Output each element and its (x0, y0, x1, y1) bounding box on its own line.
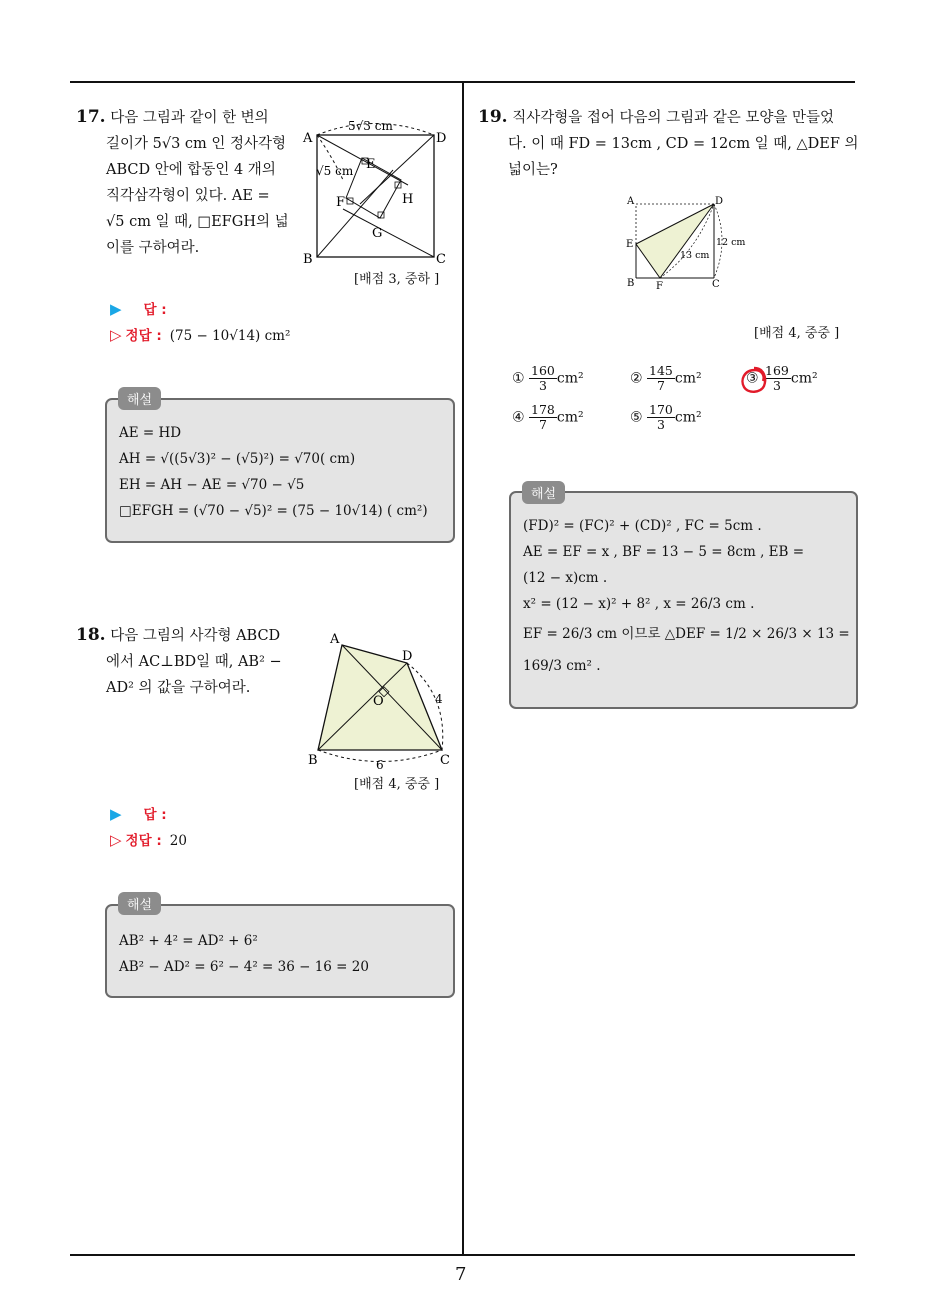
q19-label-e: E (626, 239, 634, 250)
q17-line: 다음 그림과 같이 한 변의 (110, 110, 269, 126)
choice-1-mark: ① (512, 370, 525, 387)
q18-correct-value: 20 (169, 833, 187, 849)
q19-choice-1[interactable] (512, 364, 584, 393)
choice-4-num: 178 (531, 402, 555, 417)
q17-label-b: B (303, 252, 313, 267)
choice-1-unit: cm² (556, 370, 584, 387)
q17-answer (110, 298, 167, 318)
q17-label-c: C (436, 252, 446, 267)
q19-label-c: C (712, 279, 720, 290)
choice-2-num: 145 (649, 363, 673, 378)
q17-ae-label: √5 cm (316, 164, 354, 178)
q17-line: 직각삼각형이 있다. AE = (106, 188, 270, 204)
choice-3-num: 169 (765, 363, 789, 378)
q19-solution-tag: 해설 (522, 481, 565, 504)
q19-fd-label: 13 cm (680, 250, 710, 261)
q17-label-e: E (366, 157, 376, 172)
outline-triangle-icon: ▷ (110, 831, 122, 849)
choice-4-mark: ④ (512, 409, 525, 426)
choice-5-den: 3 (656, 417, 665, 432)
q19-choice-4[interactable] (512, 403, 584, 432)
q17-solution-tag: 해설 (118, 387, 161, 410)
q19-label-b: B (627, 278, 635, 289)
choice-3-unit: cm² (790, 370, 818, 387)
q18-text (76, 622, 296, 701)
play-icon: ▶ (110, 805, 122, 823)
q19-number: 19. (478, 107, 508, 127)
q19-cd-label: 12 cm (716, 237, 746, 248)
choice-1-fraction (529, 364, 557, 393)
q19-solution-line: 169/3 cm² . (523, 658, 601, 674)
q17-solution-box (105, 398, 455, 543)
page-number: 7 (455, 1264, 467, 1285)
outline-triangle-icon: ▷ (110, 326, 122, 344)
q19-label-f: F (656, 281, 663, 292)
q18-label-d: D (402, 649, 413, 664)
play-icon: ▶ (110, 300, 122, 318)
q18-figure (300, 625, 460, 773)
q17-solution-line: EH = AH − AE = √70 − √5 (119, 477, 305, 493)
q18-score: [배점 4, 중중 ] (354, 777, 440, 792)
q17-label-a: A (303, 131, 313, 146)
q19-solution-line: EF = 26/3 cm 이므로 △DEF = 1/2 × 26/3 × 13 = (523, 626, 850, 642)
q19-line: 다. 이 때 FD = 13cm , CD = 12cm 일 때, △DEF 의 (508, 136, 859, 152)
choice-3-mark: ③ (746, 370, 759, 387)
q17-number: 17. (76, 107, 106, 127)
q19-figure (620, 190, 750, 295)
q18-answer (110, 803, 167, 823)
q18-correct-label: 정답 : (125, 833, 162, 849)
choice-2-den: 7 (656, 378, 665, 393)
choice-5-fraction (647, 403, 675, 432)
q17-solution-line: □EFGH = (√70 − √5)² = (75 − 10√14) ( cm²) (119, 503, 428, 519)
q18-cd-label: 4 (435, 692, 443, 706)
q18-solution-line: AB² + 4² = AD² + 6² (119, 933, 258, 949)
q17-line: ABCD 안에 합동인 4 개의 (106, 162, 276, 178)
q17-correct (110, 324, 290, 344)
choice-2-mark: ② (630, 370, 643, 387)
choice-2-fraction (647, 364, 675, 393)
q17-line: √5 cm 일 때, □EFGH의 넓 (106, 214, 289, 230)
choice-1-num: 160 (531, 363, 555, 378)
q18-bc-label: 6 (376, 758, 384, 772)
q19-solution-line: (12 − x)cm . (523, 570, 608, 586)
q17-correct-label: 정답 : (125, 328, 162, 344)
q18-answer-label: 답 : (143, 807, 167, 823)
choice-5-num: 170 (649, 402, 673, 417)
q19-line: 직사각형을 접어 다음의 그림과 같은 모양을 만들었 (512, 110, 834, 126)
q17-label-g: G (372, 226, 383, 241)
q17-solution-line: AE = HD (119, 425, 182, 441)
choice-4-unit: cm² (556, 409, 584, 426)
bottom-rule (70, 1254, 855, 1256)
q19-choice-2[interactable] (630, 364, 702, 393)
q17-label-f: F (336, 195, 346, 210)
q17-line: 이를 구하여라. (106, 240, 200, 256)
column-divider (462, 83, 464, 1255)
choice-3-den: 3 (772, 378, 781, 393)
q19-score: [배점 4, 중중 ] (754, 326, 840, 341)
q18-label-a: A (330, 632, 340, 647)
q18-label-o: O (373, 694, 384, 709)
q19-choice-5[interactable] (630, 403, 702, 432)
choice-4-den: 7 (538, 417, 547, 432)
q18-number: 18. (76, 625, 106, 645)
choice-4-fraction (529, 403, 557, 432)
q18-solution-line: AB² − AD² = 6² − 4² = 36 − 16 = 20 (119, 959, 369, 975)
choice-1-den: 3 (538, 378, 547, 393)
q19-line: 넓이는? (508, 162, 558, 178)
q17-label-h: H (402, 192, 414, 207)
q19-text (478, 104, 863, 183)
q17-text (76, 104, 291, 261)
q18-correct (110, 829, 187, 849)
q17-correct-value: (75 − 10√14) cm² (169, 328, 291, 344)
q18-line: 다음 그림의 사각형 ABCD (110, 628, 281, 644)
selected-answer-circle-icon (738, 364, 770, 396)
q17-solution-line: AH = √((5√3)² − (√5)²) = √70( cm) (119, 451, 356, 467)
q18-solution-tag: 해설 (118, 892, 161, 915)
q19-label-a: A (627, 196, 635, 207)
choice-2-unit: cm² (674, 370, 702, 387)
q18-solution-box (105, 904, 455, 998)
choice-5-mark: ⑤ (630, 409, 643, 426)
choice-5-unit: cm² (674, 409, 702, 426)
q19-solution-line: AE = EF = x , BF = 13 − 5 = 8cm , EB = (523, 544, 805, 560)
q19-solution-line: x² = (12 − x)² + 8² , x = 26/3 cm . (523, 596, 755, 612)
q19-solution-box (509, 491, 858, 709)
q18-label-b: B (308, 753, 318, 768)
q18-label-c: C (440, 753, 450, 768)
q17-line: 길이가 5√3 cm 인 정사각형 (106, 136, 287, 152)
q17-score: [배점 3, 중하 ] (354, 272, 440, 287)
q17-side-label: 5√3 cm (348, 119, 393, 133)
q19-solution-line: (FD)² = (FC)² + (CD)² , FC = 5cm . (523, 518, 762, 534)
q17-figure (298, 110, 458, 270)
q18-line: 에서 AC⊥BD일 때, AB² − (106, 654, 282, 670)
q17-answer-label: 답 : (143, 302, 167, 318)
q19-label-d: D (715, 196, 724, 207)
q18-line: AD² 의 값을 구하여라. (106, 680, 251, 696)
q17-label-d: D (436, 131, 447, 146)
